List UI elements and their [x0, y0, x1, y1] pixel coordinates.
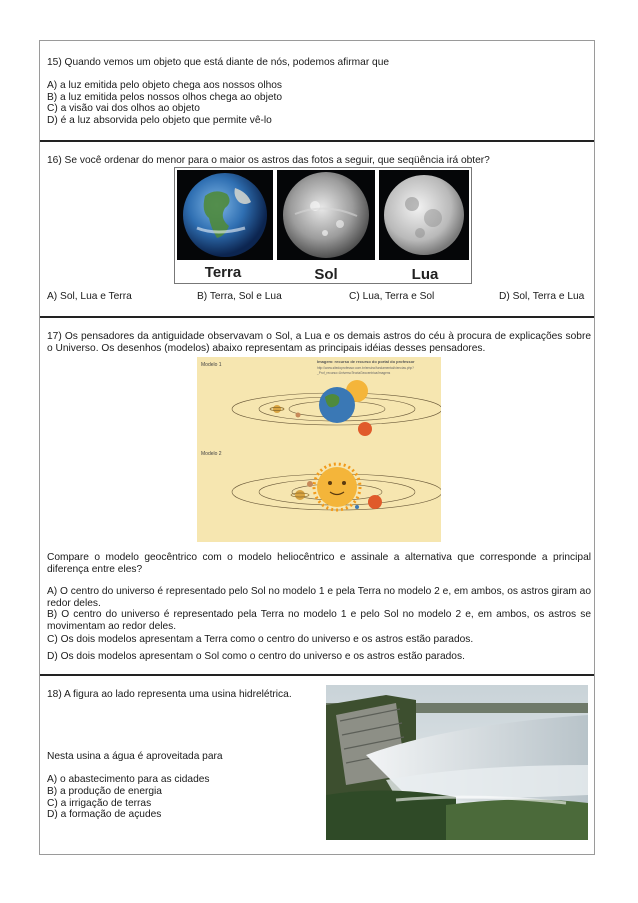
section-divider: [40, 140, 594, 142]
figure-credit-3: _Prof_recurso=UniversoTeoriaGeocentrica/imagens: [317, 371, 391, 375]
q17-stem: 17) Os pensadores da antiguidade observavam o Sol, a Lua e os demais astros do céu à procura de explicações sobre o Universo. Os desenhos (modelos) abaixo representam as principais idéias desses pensadores.: [47, 331, 591, 354]
q18-prompt: Nesta usina a água é aproveitada para: [47, 751, 223, 762]
hydroelectric-dam-photo: [326, 685, 588, 840]
q16-option-c[interactable]: C) Lua, Terra e Sol: [349, 291, 435, 302]
q17-option-d[interactable]: D) Os dois modelos apresentam o Sol como o centro do universo e os astros estão parados.: [47, 651, 465, 662]
model2-label: Modelo 2: [201, 451, 222, 457]
q16-option-a[interactable]: A) Sol, Lua e Terra: [47, 291, 132, 302]
q17-option-c[interactable]: C) Os dois modelos apresentam a Terra como o centro do universo e os astros estão parados.: [47, 634, 474, 645]
q16-stem: 16) Se você ordenar do menor para o maior os astros das fotos a seguir, que seqüência irá obter?: [47, 155, 490, 166]
model1-label: Modelo 1: [201, 362, 222, 368]
dam-photo-svg: [326, 685, 588, 840]
solar-models-svg: [197, 357, 441, 542]
section-divider: [40, 316, 594, 318]
label-lua: Lua: [411, 266, 439, 283]
q15-stem: 15) Quando vemos um objeto que está diante de nós, podemos afirmar que: [47, 57, 390, 68]
astros-photos-svg: [175, 168, 471, 283]
q18-option-b[interactable]: B) a produção de energia: [47, 786, 162, 797]
q16-option-d[interactable]: D) Sol, Terra e Lua: [499, 291, 585, 302]
moon-photo: [379, 170, 469, 260]
section-divider: [40, 674, 594, 676]
figure-credit-2: http://www.sitedoprofessor.com.br/ensino/fundamental/ciencias.php?: [317, 366, 414, 370]
q18-option-d[interactable]: D) a formação de açudes: [47, 809, 162, 820]
q15-option-c[interactable]: C) a visão vai dos olhos ao objeto: [47, 103, 200, 114]
sun-photo: [277, 170, 375, 260]
q15-option-d[interactable]: D) é a luz absorvida pelo objeto que permite vê-lo: [47, 115, 272, 126]
q17-option-b[interactable]: B) O centro do universo é representado pela Terra no modelo 1 e pelo Sol no modelo 2 e, em ambos, os astros se movimentam ao redor deles.: [47, 609, 591, 632]
q18-option-a[interactable]: A) o abastecimento para as cidades: [47, 774, 210, 785]
q18-stem: 18) A figura ao lado representa uma usina hidrelétrica.: [47, 689, 292, 700]
q17-prompt: Compare o modelo geocêntrico com o modelo heliocêntrico e assinale a alternativa que corresponde a principal diferença entre eles?: [47, 552, 591, 575]
geocentric-model-diagram: [232, 380, 441, 436]
astros-photo-strip: [174, 167, 472, 284]
figure-credit-1: Imagem: recurso de recurso do portal do professor: [317, 359, 415, 364]
q15-option-b[interactable]: B) a luz emitida pelos nossos olhos chega ao objeto: [47, 92, 283, 103]
q17-option-a[interactable]: A) O centro do universo é representado pelo Sol no modelo 1 e pela Terra no modelo 2 e, em ambos, os astros giram ao redor deles.: [47, 586, 592, 609]
solar-models-figure: [197, 357, 441, 542]
heliocentric-model-diagram: [232, 464, 441, 510]
earth-photo: [177, 170, 273, 260]
q16-option-b[interactable]: B) Terra, Sol e Lua: [197, 291, 282, 302]
label-terra: Terra: [204, 264, 242, 281]
q15-option-a[interactable]: A) a luz emitida pelo objeto chega aos nossos olhos: [47, 80, 283, 91]
label-sol: Sol: [314, 266, 338, 283]
q18-option-c[interactable]: C) a irrigação de terras: [47, 798, 152, 809]
